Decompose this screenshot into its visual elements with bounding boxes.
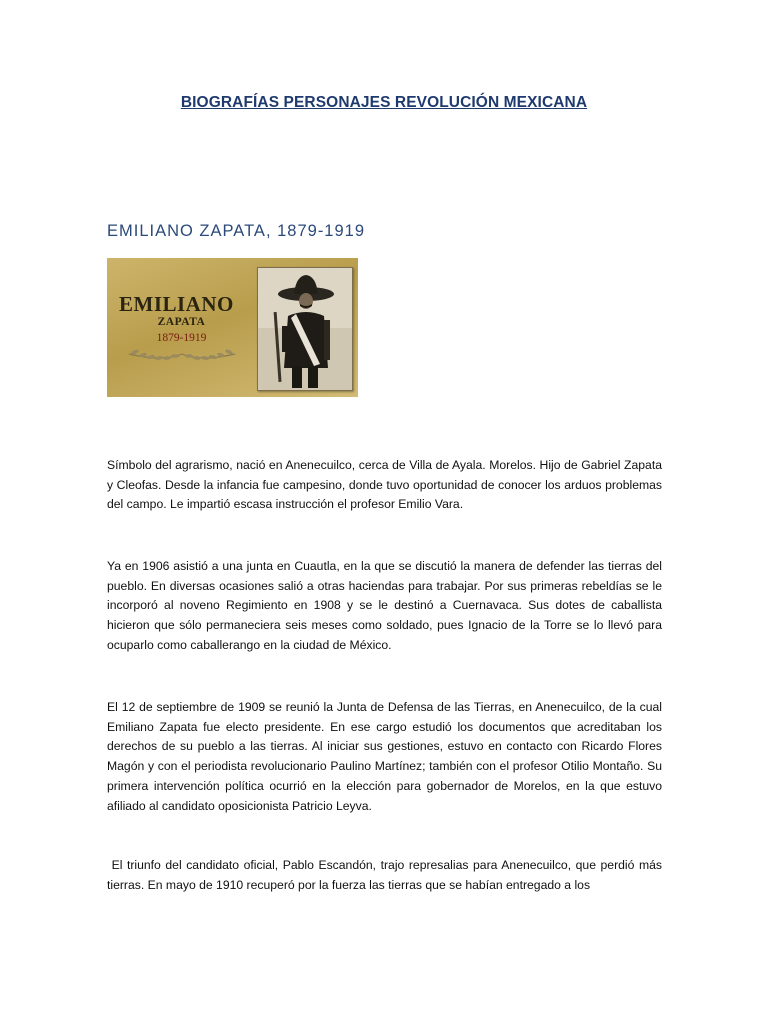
banner-last-name: ZAPATA	[157, 316, 206, 328]
zapata-figure-icon	[258, 268, 352, 390]
zapata-photo	[257, 267, 353, 391]
paragraph-1: Símbolo del agrarismo, nació en Anenecuilco, cerca de Villa de Ayala. Morelos. Hijo de Gabriel Zapata y Cleofas. Desde la infancia fue campesino, donde tuvo oportunidad de conocer los arduos problemas del campo. Le impartió escasa instrucción el profesor Emilio Vara.	[107, 458, 662, 512]
banner-years: 1879-1919	[156, 332, 207, 344]
banner-first-name: EMILIANO	[119, 292, 234, 316]
paragraph-2: Ya en 1906 asistió a una junta en Cuautla, en la que se discutió la manera de defender las tierras del pueblo. En diversas ocasiones salió a otras haciendas para trabajar. Por sus primeras rebeldías se le incorporó al noveno Regimiento en 1908 y se le destinó a Cuernavaca. Sus dotes de caballista hicieron que sólo permaneciera seis meses como soldado, pues Ignacio de la Torre se lo llevó para ocuparlo como caballerango en la ciudad de México.	[107, 559, 662, 652]
document-title: BIOGRAFÍAS PERSONAJES REVOLUCIÓN MEXICANA	[180, 94, 588, 111]
paragraph-3: El 12 de septiembre de 1909 se reunió la Junta de Defensa de las Tierras, en Anenecuilco, de la cual Emiliano Zapata fue electo presidente. En ese cargo estudió los documentos que acreditaban los derechos de su pueblo a las tierras. Al iniciar sus gestiones, estuvo en contacto con Ricardo Flores Magón y con el periodista revolucionario Paulino Martínez; también con el profesor Otilio Montaño. Su primera intervención política ocurrió en la elección para gobernador de Morelos, en la que estuvo afiliado al candidato oposicionista Patricio Leyva.	[107, 700, 662, 813]
section-heading: EMILIANO ZAPATA, 1879-1919	[107, 222, 366, 240]
laurel-icon	[123, 342, 241, 364]
portrait-banner-image	[107, 258, 358, 397]
paragraph-4: El triunfo del candidato oficial, Pablo Escandón, trajo represalias para Anenecuilco, que perdió más tierras. En mayo de 1910 recuperó por la fuerza las tierras que se habían entregado a los	[107, 858, 666, 892]
